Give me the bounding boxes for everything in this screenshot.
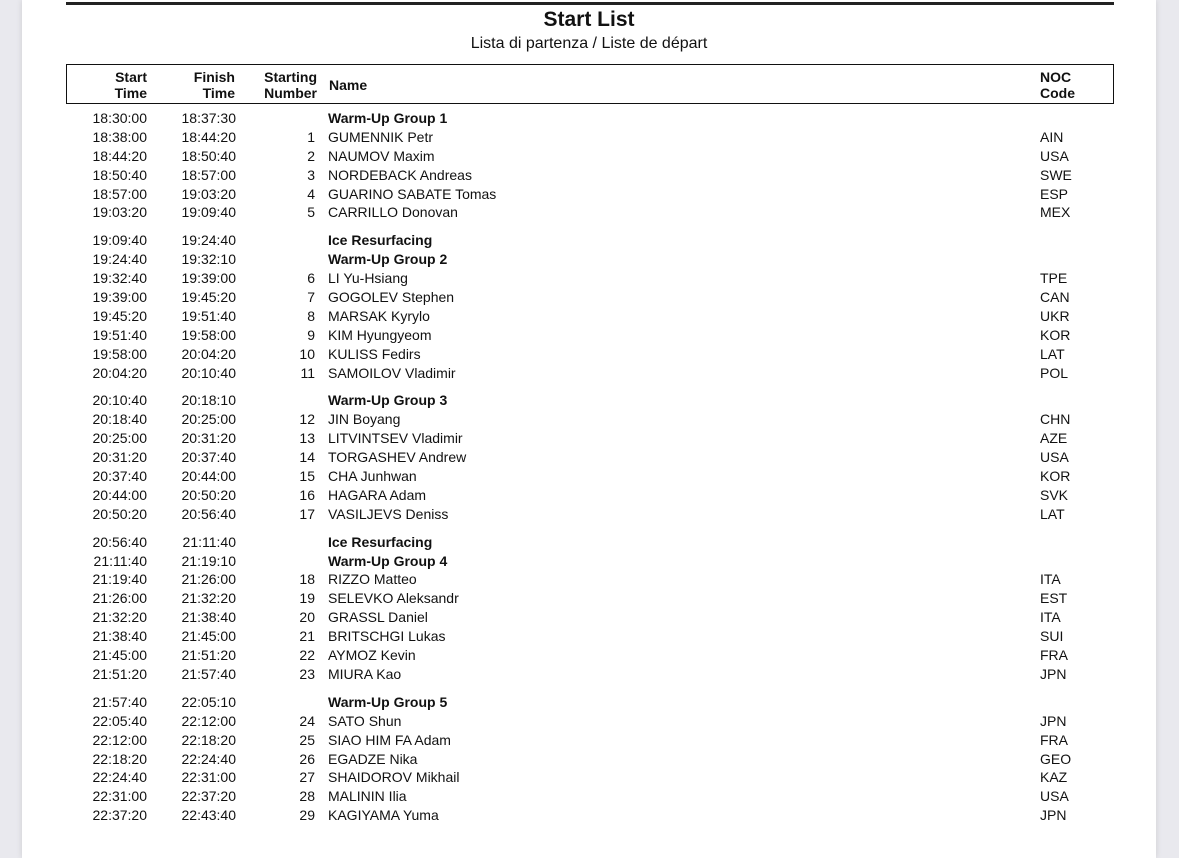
name-cell: Ice Resurfacing: [328, 232, 433, 249]
noc-code-cell: ITA: [1040, 609, 1061, 626]
name-cell: MALININ Ilia: [328, 788, 407, 805]
start-time-cell: 21:19:40: [92, 571, 147, 588]
finish-time-cell: 19:09:40: [181, 204, 236, 221]
finish-time-cell: 22:43:40: [181, 807, 236, 824]
finish-time-cell: 22:18:20: [181, 731, 236, 748]
starting-number-cell: 13: [299, 430, 315, 447]
finish-time-cell: 19:51:40: [181, 307, 236, 324]
noc-code-cell: TPE: [1040, 270, 1068, 287]
table-row: [66, 768, 1114, 787]
name-cell: GRASSL Daniel: [328, 609, 428, 626]
table-header: [66, 64, 1114, 104]
finish-time-cell: 22:12:00: [181, 712, 236, 729]
noc-code-cell: AZE: [1040, 430, 1068, 447]
name-cell: KAGIYAMA Yuma: [328, 807, 439, 824]
noc-code-cell: MEX: [1040, 204, 1071, 221]
finish-time-cell: 20:25:00: [181, 411, 236, 428]
header-name: Name: [329, 77, 368, 93]
name-cell: SATO Shun: [328, 712, 402, 729]
noc-code-cell: SWE: [1040, 166, 1072, 183]
table-row: [66, 166, 1114, 185]
page-title: Start List: [543, 8, 635, 31]
noc-code-cell: ITA: [1040, 571, 1061, 588]
name-cell: CARRILLO Donovan: [328, 204, 458, 221]
finish-time-cell: 21:38:40: [181, 609, 236, 626]
start-time-cell: 18:38:00: [92, 128, 147, 145]
noc-code-cell: UKR: [1040, 307, 1070, 324]
start-time-cell: 20:18:40: [92, 411, 147, 428]
start-time-cell: 19:32:40: [92, 270, 147, 287]
header-finish-time: [155, 69, 235, 101]
start-time-cell: 21:57:40: [92, 693, 147, 710]
section-row: [66, 231, 1114, 250]
row-group: [66, 231, 1114, 382]
starting-number-cell: 16: [299, 486, 315, 503]
finish-time-cell: 19:24:40: [181, 232, 236, 249]
start-time-cell: 22:37:20: [92, 807, 147, 824]
starting-number-cell: 1: [307, 128, 315, 145]
starting-number-cell: 7: [307, 289, 315, 306]
noc-code-cell: CAN: [1040, 289, 1070, 306]
starting-number-cell: 9: [307, 326, 315, 343]
table-row: [66, 806, 1114, 825]
start-time-cell: 22:31:00: [92, 788, 147, 805]
name-cell: LI Yu-Hsiang: [328, 270, 408, 287]
noc-code-cell: KOR: [1040, 468, 1071, 485]
header-finish-line2: Time: [202, 85, 235, 101]
starting-number-cell: 25: [299, 731, 315, 748]
finish-time-cell: 21:51:20: [181, 647, 236, 664]
name-cell: RIZZO Matteo: [328, 571, 417, 588]
starting-number-cell: 20: [299, 609, 315, 626]
starting-number-cell: 21: [299, 628, 315, 645]
start-time-cell: 19:24:40: [92, 251, 147, 268]
name-cell: KIM Hyungyeom: [328, 326, 432, 343]
start-time-cell: 19:09:40: [92, 232, 147, 249]
start-time-cell: 20:25:00: [92, 430, 147, 447]
finish-time-cell: 19:39:00: [181, 270, 236, 287]
finish-time-cell: 20:10:40: [181, 364, 236, 381]
noc-code-cell: GEO: [1040, 750, 1072, 767]
start-time-cell: 20:31:20: [92, 449, 147, 466]
name-cell: SIAO HIM FA Adam: [328, 731, 451, 748]
finish-time-cell: 22:37:20: [181, 788, 236, 805]
table-row: [66, 467, 1114, 486]
header-finish-line1: Finish: [193, 69, 235, 85]
finish-time-cell: 20:56:40: [181, 505, 236, 522]
start-time-cell: 20:56:40: [92, 533, 147, 550]
finish-time-cell: 19:58:00: [181, 326, 236, 343]
starting-number-cell: 8: [307, 307, 315, 324]
name-cell: NORDEBACK Andreas: [328, 166, 472, 183]
section-row: [66, 533, 1114, 552]
starting-number-cell: 4: [307, 185, 315, 202]
noc-code-cell: FRA: [1040, 647, 1068, 664]
name-cell: SHAIDOROV Mikhail: [328, 769, 460, 786]
document-page: [22, 0, 1156, 858]
finish-time-cell: 19:03:20: [181, 185, 236, 202]
table-row: [66, 665, 1114, 684]
section-row: [66, 552, 1114, 571]
finish-time-cell: 20:18:10: [181, 392, 236, 409]
starting-number-cell: 23: [299, 665, 315, 682]
finish-time-cell: 20:04:20: [181, 345, 236, 362]
noc-code-cell: SVK: [1040, 486, 1069, 503]
starting-number-cell: 3: [307, 166, 315, 183]
start-time-cell: 19:03:20: [92, 204, 147, 221]
name-cell: BRITSCHGI Lukas: [328, 628, 446, 645]
starting-number-cell: 22: [299, 647, 315, 664]
name-cell: GUMENNIK Petr: [328, 128, 434, 145]
header-noc-line1: NOC: [1040, 69, 1072, 85]
starting-number-cell: 29: [299, 807, 315, 824]
start-time-cell: 22:05:40: [92, 712, 147, 729]
header-noc-code: [1040, 69, 1075, 101]
header-start-line1: Start: [115, 69, 147, 85]
start-time-cell: 20:37:40: [92, 468, 147, 485]
starting-number-cell: 10: [299, 345, 315, 362]
noc-code-cell: KOR: [1040, 326, 1071, 343]
finish-time-cell: 19:45:20: [181, 289, 236, 306]
noc-code-cell: CHN: [1040, 411, 1071, 428]
table-row: [66, 787, 1114, 806]
name-cell: MIURA Kao: [328, 665, 402, 682]
table-row: [66, 307, 1114, 326]
finish-time-cell: 21:32:20: [181, 590, 236, 607]
finish-time-cell: 21:11:40: [182, 533, 236, 550]
starting-number-cell: 11: [300, 364, 315, 381]
noc-code-cell: USA: [1040, 449, 1069, 466]
starting-number-cell: 2: [307, 147, 315, 164]
finish-time-cell: 21:57:40: [181, 665, 236, 682]
starting-number-cell: 14: [299, 449, 315, 466]
name-cell: CHA Junhwan: [328, 468, 417, 485]
name-cell: Warm-Up Group 4: [328, 552, 448, 569]
starting-number-cell: 5: [307, 204, 315, 221]
header-start-line2: Time: [114, 85, 147, 101]
finish-time-cell: 21:19:10: [181, 552, 236, 569]
starting-number-cell: 26: [299, 750, 315, 767]
section-row: [66, 391, 1114, 410]
name-cell: GUARINO SABATE Tomas: [328, 185, 497, 202]
table-row: [66, 345, 1114, 364]
table-row: [66, 147, 1114, 166]
noc-code-cell: USA: [1040, 147, 1069, 164]
header-noc-line2: Code: [1040, 85, 1075, 101]
section-row: [66, 250, 1114, 269]
table-row: [66, 326, 1114, 345]
starting-number-cell: 24: [299, 712, 315, 729]
row-group: [66, 533, 1114, 684]
table-row: [66, 448, 1114, 467]
starting-number-cell: 12: [299, 411, 315, 428]
noc-code-cell: AIN: [1040, 128, 1064, 145]
finish-time-cell: 20:44:00: [181, 468, 236, 485]
table-row: [66, 429, 1114, 448]
start-time-cell: 18:30:00: [92, 110, 147, 126]
finish-time-cell: 19:32:10: [181, 251, 236, 268]
noc-code-cell: EST: [1040, 590, 1068, 607]
start-time-cell: 19:58:00: [92, 345, 147, 362]
noc-code-cell: LAT: [1040, 345, 1065, 362]
noc-code-cell: JPN: [1040, 665, 1067, 682]
start-time-cell: 21:26:00: [92, 590, 147, 607]
name-cell: GOGOLEV Stephen: [328, 289, 455, 306]
start-time-cell: 22:18:20: [92, 750, 147, 767]
name-cell: Warm-Up Group 2: [328, 251, 448, 268]
start-time-cell: 21:51:20: [92, 665, 147, 682]
name-cell: MARSAK Kyrylo: [328, 307, 430, 324]
finish-time-cell: 18:44:20: [181, 128, 236, 145]
header-start-time: [67, 69, 147, 101]
noc-code-cell: JPN: [1040, 807, 1067, 824]
start-time-cell: 19:51:40: [92, 326, 147, 343]
start-time-cell: 19:39:00: [92, 289, 147, 306]
table-row: [66, 646, 1114, 665]
noc-code-cell: FRA: [1040, 731, 1068, 748]
finish-time-cell: 20:37:40: [181, 449, 236, 466]
starting-number-cell: 28: [299, 788, 315, 805]
name-cell: SAMOILOV Vladimir: [328, 364, 456, 381]
name-cell: KULISS Fedirs: [328, 345, 421, 362]
table-row: [66, 288, 1114, 307]
noc-code-cell: USA: [1040, 788, 1069, 805]
finish-time-cell: 18:57:00: [181, 166, 236, 183]
start-list-body: [66, 109, 1114, 834]
start-time-cell: 18:57:00: [92, 185, 147, 202]
table-row: [66, 589, 1114, 608]
starting-number-cell: 15: [299, 468, 315, 485]
header-number-line2: Number: [264, 85, 317, 101]
name-cell: SELEVKO Aleksandr: [328, 590, 459, 607]
start-time-cell: 21:32:20: [92, 609, 147, 626]
table-row: [66, 185, 1114, 204]
table-row: [66, 128, 1114, 147]
name-cell: Warm-Up Group 5: [328, 693, 448, 710]
start-time-cell: 18:50:40: [92, 166, 147, 183]
name-cell: NAUMOV Maxim: [328, 147, 435, 164]
finish-time-cell: 21:45:00: [181, 628, 236, 645]
finish-time-cell: 20:31:20: [181, 430, 236, 447]
top-rule: [66, 2, 1114, 5]
finish-time-cell: 22:31:00: [181, 769, 236, 786]
table-row: [66, 203, 1114, 222]
start-time-cell: 22:12:00: [92, 731, 147, 748]
name-cell: TORGASHEV Andrew: [328, 449, 467, 466]
name-cell: VASILJEVS Deniss: [328, 505, 449, 522]
table-row: [66, 570, 1114, 589]
table-row: [66, 410, 1114, 429]
start-time-cell: 20:50:20: [92, 505, 147, 522]
table-row: [66, 608, 1114, 627]
row-group: [66, 391, 1114, 523]
starting-number-cell: 6: [307, 270, 315, 287]
table-row: [66, 505, 1114, 524]
start-time-cell: 19:45:20: [92, 307, 147, 324]
row-group: [66, 109, 1114, 222]
name-cell: HAGARA Adam: [328, 486, 427, 503]
name-cell: Warm-Up Group 3: [328, 392, 448, 409]
start-time-cell: 18:44:20: [92, 147, 147, 164]
table-row: [66, 486, 1114, 505]
finish-time-cell: 18:37:30: [181, 110, 236, 126]
header-number-line1: Starting: [264, 69, 317, 85]
finish-time-cell: 22:24:40: [181, 750, 236, 767]
start-time-cell: 21:45:00: [92, 647, 147, 664]
section-row: [66, 109, 1114, 128]
table-row: [66, 269, 1114, 288]
table-row: [66, 712, 1114, 731]
starting-number-cell: 17: [299, 505, 315, 522]
finish-time-cell: 22:05:10: [181, 693, 236, 710]
start-time-cell: 22:24:40: [92, 769, 147, 786]
name-cell: EGADZE Nika: [328, 750, 418, 767]
name-cell: Ice Resurfacing: [328, 533, 433, 550]
finish-time-cell: 18:50:40: [181, 147, 236, 164]
page-subtitle: Lista di partenza / Liste de départ: [470, 35, 708, 52]
starting-number-cell: 27: [299, 769, 315, 786]
noc-code-cell: ESP: [1040, 185, 1069, 202]
start-time-cell: 20:44:00: [92, 486, 147, 503]
section-row: [66, 693, 1114, 712]
noc-code-cell: POL: [1040, 364, 1069, 381]
name-cell: Warm-Up Group 1: [328, 110, 448, 126]
table-row: [66, 750, 1114, 769]
row-group: [66, 693, 1114, 825]
table-row: [66, 731, 1114, 750]
noc-code-cell: SUI: [1040, 628, 1064, 645]
starting-number-cell: 18: [299, 571, 315, 588]
starting-number-cell: 19: [299, 590, 315, 607]
table-row: [66, 627, 1114, 646]
name-cell: LITVINTSEV Vladimir: [328, 430, 463, 447]
finish-time-cell: 21:26:00: [181, 571, 236, 588]
name-cell: JIN Boyang: [328, 411, 401, 428]
noc-code-cell: JPN: [1040, 712, 1067, 729]
header-starting-number: [237, 69, 317, 101]
start-time-cell: 21:38:40: [92, 628, 147, 645]
start-time-cell: 21:11:40: [93, 552, 147, 569]
noc-code-cell: LAT: [1040, 505, 1065, 522]
name-cell: AYMOZ Kevin: [328, 647, 416, 664]
finish-time-cell: 20:50:20: [181, 486, 236, 503]
table-row: [66, 364, 1114, 383]
start-time-cell: 20:10:40: [92, 392, 147, 409]
start-time-cell: 20:04:20: [92, 364, 147, 381]
noc-code-cell: KAZ: [1040, 769, 1068, 786]
